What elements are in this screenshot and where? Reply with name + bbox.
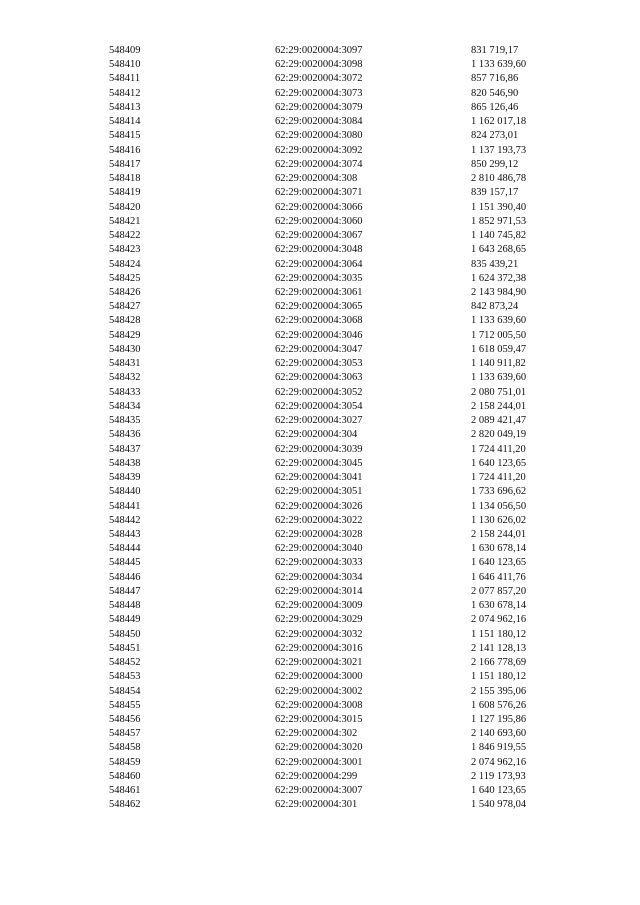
cadastral-value-cell: 2 119 173,93	[471, 770, 526, 782]
table-row	[109, 485, 581, 499]
row-number-cell: 548420	[109, 201, 141, 213]
table-row	[109, 699, 581, 713]
cadastral-value-cell: 1 712 005,50	[471, 329, 527, 341]
cadastral-value-cell: 1 643 268,65	[471, 244, 527, 256]
row-number-cell: 548415	[109, 130, 141, 142]
cadastral-value-cell: 1 640 123,65	[471, 557, 527, 569]
cadastral-value-cell: 1 640 123,65	[471, 785, 527, 797]
table-row	[109, 400, 581, 414]
cadastral-number-cell: 62:29:0020004:3029	[275, 614, 363, 626]
cadastral-number-cell: 62:29:0020004:3000	[275, 671, 363, 683]
cadastral-number-cell: 62:29:0020004:3028	[275, 528, 363, 540]
cadastral-number-cell: 62:29:0020004:3046	[275, 329, 363, 341]
row-number-cell: 548462	[109, 799, 141, 811]
table-row	[109, 656, 581, 670]
cadastral-number-cell: 62:29:0020004:3048	[275, 244, 363, 256]
cadastral-number-cell: 62:29:0020004:3041	[275, 472, 363, 484]
row-number-cell: 548448	[109, 600, 141, 612]
row-number-cell: 548422	[109, 230, 141, 242]
cadastral-number-cell: 62:29:0020004:3067	[275, 230, 363, 242]
row-number-cell: 548411	[109, 73, 141, 85]
row-number-cell: 548421	[109, 215, 141, 227]
table-row	[109, 158, 581, 172]
row-number-cell: 548418	[109, 173, 141, 185]
row-number-cell: 548459	[109, 756, 141, 768]
cadastral-number-cell: 62:29:0020004:3084	[275, 116, 363, 128]
table-row	[109, 72, 581, 86]
cadastral-number-cell: 62:29:0020004:3027	[275, 415, 363, 427]
table-row	[109, 300, 581, 314]
table-row	[109, 172, 581, 186]
table-row	[109, 741, 581, 755]
cadastral-number-cell: 62:29:0020004:3074	[275, 158, 363, 170]
row-number-cell: 548410	[109, 59, 141, 71]
row-number-cell: 548426	[109, 286, 141, 298]
row-number-cell: 548455	[109, 699, 141, 711]
cadastral-value-cell: 1 151 390,40	[471, 201, 527, 213]
table-row	[109, 414, 581, 428]
table-row	[109, 756, 581, 770]
row-number-cell: 548423	[109, 244, 141, 256]
cadastral-value-cell: 824 273,01	[471, 130, 519, 142]
row-number-cell: 548460	[109, 770, 141, 782]
row-number-cell: 548451	[109, 642, 141, 654]
table-row	[109, 201, 581, 215]
row-number-cell: 548430	[109, 343, 141, 355]
table-row	[109, 215, 581, 229]
cadastral-value-cell: 1 140 745,82	[471, 230, 527, 242]
cadastral-number-cell: 62:29:0020004:3040	[275, 543, 363, 555]
cadastral-number-cell: 62:29:0020004:308	[275, 173, 358, 185]
cadastral-value-cell: 1 724 411,20	[471, 443, 526, 455]
row-number-cell: 548428	[109, 315, 141, 327]
cadastral-value-cell: 2 141 128,13	[471, 642, 527, 654]
cadastral-value-cell: 1 151 180,12	[471, 628, 527, 640]
row-number-cell: 548457	[109, 728, 141, 740]
row-number-cell: 548433	[109, 386, 141, 398]
table-row	[109, 428, 581, 442]
cadastral-number-cell: 62:29:0020004:3015	[275, 714, 363, 726]
row-number-cell: 548461	[109, 785, 141, 797]
cadastral-value-cell: 1 130 626,02	[471, 514, 527, 526]
cadastral-value-cell: 2 158 244,01	[471, 528, 527, 540]
table-row	[109, 186, 581, 200]
row-number-cell: 548458	[109, 742, 141, 754]
table-row	[109, 556, 581, 570]
row-number-cell: 548427	[109, 301, 141, 313]
table-row	[109, 87, 581, 101]
row-number-cell: 548431	[109, 358, 141, 370]
cadastral-number-cell: 62:29:0020004:3051	[275, 486, 363, 498]
cadastral-number-cell: 62:29:0020004:3072	[275, 73, 363, 85]
cadastral-value-cell: 2 820 049,19	[471, 429, 527, 441]
cadastral-value-cell: 1 133 639,60	[471, 315, 527, 327]
table-row	[109, 229, 581, 243]
table-row	[109, 727, 581, 741]
table-row	[109, 386, 581, 400]
row-number-cell: 548447	[109, 585, 141, 597]
cadastral-number-cell: 62:29:0020004:3002	[275, 685, 363, 697]
row-number-cell: 548424	[109, 258, 141, 270]
table-row	[109, 272, 581, 286]
cadastral-number-cell: 62:29:0020004:3001	[275, 756, 363, 768]
cadastral-number-cell: 62:29:0020004:3068	[275, 315, 363, 327]
cadastral-number-cell: 62:29:0020004:3008	[275, 699, 363, 711]
row-number-cell: 548429	[109, 329, 141, 341]
table-row	[109, 571, 581, 585]
cadastral-number-cell: 62:29:0020004:3009	[275, 600, 363, 612]
registry-table	[109, 44, 581, 813]
cadastral-value-cell: 2 074 962,16	[471, 756, 527, 768]
cadastral-number-cell: 62:29:0020004:3026	[275, 500, 363, 512]
row-number-cell: 548419	[109, 187, 141, 199]
cadastral-value-cell: 842 873,24	[471, 301, 519, 313]
table-row	[109, 798, 581, 812]
cadastral-value-cell: 2 158 244,01	[471, 400, 527, 412]
row-number-cell: 548454	[109, 685, 141, 697]
cadastral-value-cell: 1 137 193,73	[471, 144, 527, 156]
cadastral-number-cell: 62:29:0020004:3014	[275, 585, 363, 597]
row-number-cell: 548437	[109, 443, 141, 455]
row-number-cell: 548456	[109, 714, 141, 726]
cadastral-value-cell: 2 155 395,06	[471, 685, 527, 697]
table-row	[109, 371, 581, 385]
table-row	[109, 243, 581, 257]
cadastral-number-cell: 62:29:0020004:304	[275, 429, 358, 441]
cadastral-value-cell: 1 133 639,60	[471, 59, 527, 71]
cadastral-value-cell: 820 546,90	[471, 87, 519, 99]
cadastral-value-cell: 1 162 017,18	[471, 116, 527, 128]
cadastral-number-cell: 62:29:0020004:299	[275, 770, 358, 782]
cadastral-value-cell: 839 157,17	[471, 187, 519, 199]
row-number-cell: 548446	[109, 571, 141, 583]
table-row	[109, 670, 581, 684]
table-row	[109, 613, 581, 627]
cadastral-number-cell: 62:29:0020004:3016	[275, 642, 363, 654]
row-number-cell: 548441	[109, 500, 141, 512]
row-number-cell: 548412	[109, 87, 141, 99]
cadastral-value-cell: 2 140 693,60	[471, 728, 527, 740]
table-row	[109, 471, 581, 485]
cadastral-value-cell: 2 810 486,78	[471, 173, 527, 185]
table-row	[109, 685, 581, 699]
table-row	[109, 314, 581, 328]
cadastral-value-cell: 865 126,46	[471, 101, 519, 113]
cadastral-value-cell: 2 089 421,47	[471, 415, 527, 427]
table-row	[109, 784, 581, 798]
cadastral-value-cell: 1 608 576,26	[471, 699, 527, 711]
row-number-cell: 548425	[109, 272, 141, 284]
cadastral-number-cell: 62:29:0020004:3092	[275, 144, 363, 156]
cadastral-number-cell: 62:29:0020004:3022	[275, 514, 363, 526]
cadastral-value-cell: 857 716,86	[471, 73, 519, 85]
cadastral-number-cell: 62:29:0020004:3053	[275, 358, 363, 370]
row-number-cell: 548414	[109, 116, 141, 128]
registry-table-body	[109, 44, 581, 813]
cadastral-number-cell: 62:29:0020004:3061	[275, 286, 363, 298]
row-number-cell: 548452	[109, 657, 141, 669]
cadastral-number-cell: 62:29:0020004:3063	[275, 372, 363, 384]
cadastral-number-cell: 62:29:0020004:3007	[275, 785, 363, 797]
cadastral-value-cell: 1 140 911,82	[471, 358, 526, 370]
table-row	[109, 500, 581, 514]
table-row	[109, 628, 581, 642]
table-row	[109, 443, 581, 457]
cadastral-number-cell: 62:29:0020004:3054	[275, 400, 363, 412]
row-number-cell: 548434	[109, 400, 141, 412]
row-number-cell: 548440	[109, 486, 141, 498]
cadastral-number-cell: 62:29:0020004:3080	[275, 130, 363, 142]
cadastral-value-cell: 1 624 372,38	[471, 272, 527, 284]
cadastral-value-cell: 2 074 962,16	[471, 614, 527, 626]
cadastral-number-cell: 62:29:0020004:302	[275, 728, 358, 740]
table-row	[109, 58, 581, 72]
table-row	[109, 44, 581, 58]
row-number-cell: 548445	[109, 557, 141, 569]
cadastral-value-cell: 831 719,17	[471, 45, 519, 56]
row-number-cell: 548442	[109, 514, 141, 526]
cadastral-number-cell: 62:29:0020004:3045	[275, 457, 363, 469]
table-row	[109, 599, 581, 613]
cadastral-value-cell: 2 080 751,01	[471, 386, 527, 398]
cadastral-number-cell: 62:29:0020004:3052	[275, 386, 363, 398]
cadastral-value-cell: 1 540 978,04	[471, 799, 527, 811]
cadastral-number-cell: 62:29:0020004:3020	[275, 742, 363, 754]
cadastral-value-cell: 1 630 678,14	[471, 543, 527, 555]
row-number-cell: 548417	[109, 158, 141, 170]
cadastral-number-cell: 62:29:0020004:3021	[275, 657, 363, 669]
table-row	[109, 642, 581, 656]
row-number-cell: 548444	[109, 543, 141, 555]
cadastral-value-cell: 1 134 056,50	[471, 500, 527, 512]
cadastral-number-cell: 62:29:0020004:3098	[275, 59, 363, 71]
table-row	[109, 329, 581, 343]
cadastral-number-cell: 62:29:0020004:3032	[275, 628, 363, 640]
cadastral-number-cell: 62:29:0020004:3035	[275, 272, 363, 284]
table-row	[109, 514, 581, 528]
row-number-cell: 548416	[109, 144, 141, 156]
cadastral-number-cell: 62:29:0020004:3073	[275, 87, 363, 99]
row-number-cell: 548453	[109, 671, 141, 683]
row-number-cell: 548439	[109, 472, 141, 484]
cadastral-number-cell: 62:29:0020004:3060	[275, 215, 363, 227]
row-number-cell: 548449	[109, 614, 141, 626]
cadastral-value-cell: 1 733 696,62	[471, 486, 527, 498]
cadastral-number-cell: 62:29:0020004:3064	[275, 258, 363, 270]
cadastral-number-cell: 62:29:0020004:3039	[275, 443, 363, 455]
table-row	[109, 343, 581, 357]
row-number-cell: 548438	[109, 457, 141, 469]
cadastral-value-cell: 2 166 778,69	[471, 657, 527, 669]
table-row	[109, 115, 581, 129]
table-row	[109, 542, 581, 556]
table-row	[109, 457, 581, 471]
cadastral-value-cell: 1 646 411,76	[471, 571, 526, 583]
cadastral-value-cell: 1 133 639,60	[471, 372, 527, 384]
cadastral-number-cell: 62:29:0020004:3065	[275, 301, 363, 313]
cadastral-value-cell: 2 143 984,90	[471, 286, 527, 298]
cadastral-value-cell: 1 852 971,53	[471, 215, 527, 227]
cadastral-number-cell: 62:29:0020004:3079	[275, 101, 363, 113]
row-number-cell: 548432	[109, 372, 141, 384]
table-row	[109, 129, 581, 143]
table-row	[109, 357, 581, 371]
cadastral-value-cell: 835 439,21	[471, 258, 519, 270]
table-row	[109, 286, 581, 300]
cadastral-value-cell: 1 630 678,14	[471, 600, 527, 612]
cadastral-value-cell: 1 618 059,47	[471, 343, 527, 355]
table-row	[109, 585, 581, 599]
row-number-cell: 548435	[109, 415, 141, 427]
row-number-cell: 548443	[109, 528, 141, 540]
cadastral-value-cell: 1 724 411,20	[471, 472, 526, 484]
row-number-cell: 548409	[109, 45, 141, 56]
cadastral-number-cell: 62:29:0020004:3097	[275, 45, 363, 56]
table-row	[109, 101, 581, 115]
cadastral-number-cell: 62:29:0020004:3034	[275, 571, 363, 583]
table-row	[109, 770, 581, 784]
table-row	[109, 713, 581, 727]
cadastral-value-cell: 2 077 857,20	[471, 585, 527, 597]
cadastral-value-cell: 1 151 180,12	[471, 671, 527, 683]
cadastral-value-cell: 1 640 123,65	[471, 457, 527, 469]
cadastral-value-cell: 1 846 919,55	[471, 742, 527, 754]
row-number-cell: 548413	[109, 101, 141, 113]
table-row	[109, 258, 581, 272]
table-row	[109, 144, 581, 158]
cadastral-number-cell: 62:29:0020004:3071	[275, 187, 363, 199]
row-number-cell: 548450	[109, 628, 141, 640]
row-number-cell: 548436	[109, 429, 141, 441]
cadastral-number-cell: 62:29:0020004:3033	[275, 557, 363, 569]
cadastral-value-cell: 850 299,12	[471, 158, 519, 170]
cadastral-value-cell: 1 127 195,86	[471, 714, 527, 726]
table-row	[109, 528, 581, 542]
cadastral-number-cell: 62:29:0020004:3047	[275, 343, 363, 355]
cadastral-number-cell: 62:29:0020004:301	[275, 799, 358, 811]
cadastral-number-cell: 62:29:0020004:3066	[275, 201, 363, 213]
